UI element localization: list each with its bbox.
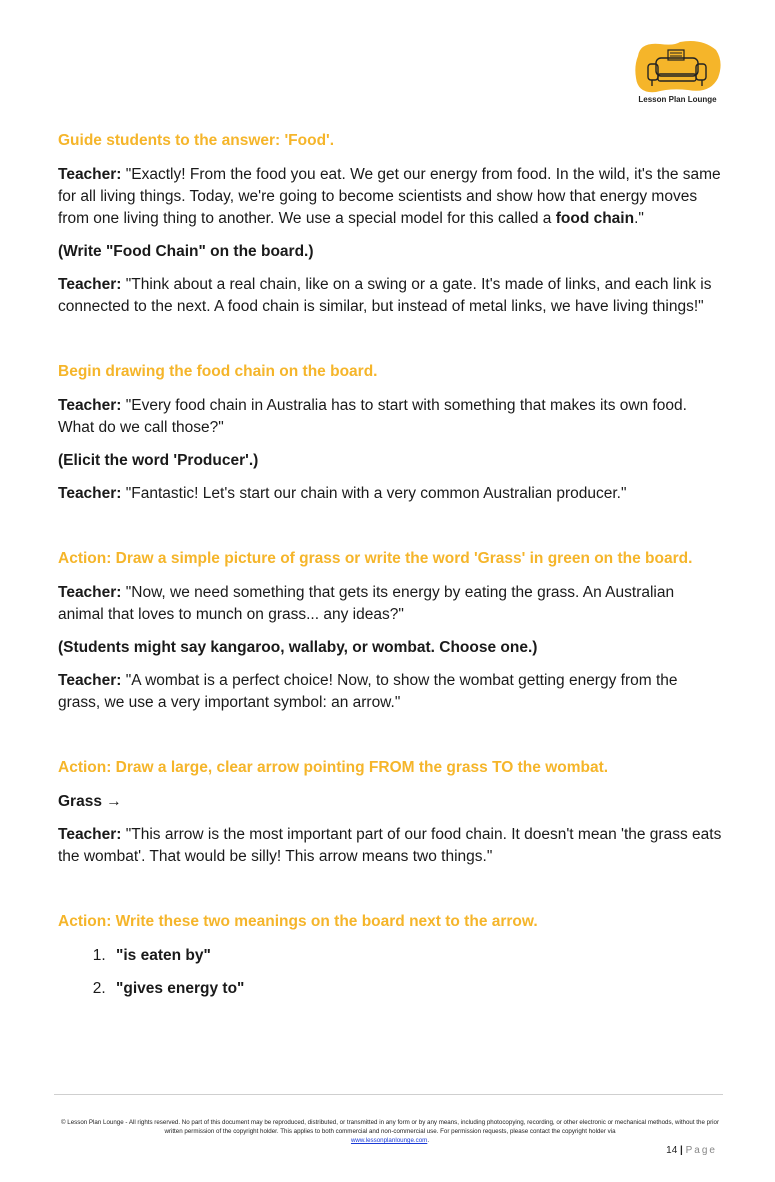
list-item-text: "is eaten by" <box>116 947 211 964</box>
teacher-line <box>58 670 723 714</box>
website-link[interactable]: www.lessonplanlounge.com <box>350 1137 428 1144</box>
teacher-label: Teacher: <box>58 672 122 689</box>
footer-copyright <box>60 1118 720 1145</box>
teacher-text: "This arrow is the most important part of our food chain. It doesn't mean 'the grass eats the wombat'. That would be silly! This arrow means two things." <box>58 826 722 865</box>
teacher-label: Teacher: <box>58 584 122 601</box>
section-heading: Guide students to the answer: 'Food'. <box>58 132 335 149</box>
teacher-line <box>58 164 723 230</box>
page-content <box>58 131 723 1011</box>
teacher-line <box>58 483 723 505</box>
teacher-label: Teacher: <box>58 826 122 843</box>
teacher-text: "Think about a real chain, like on a swing or a gate. It's made of links, and each link is connected to the next. A food chain is similar, but instead of metal links, we have living things!" <box>58 276 712 315</box>
link-suffix: . <box>427 1137 430 1144</box>
key-term: food chain <box>555 210 635 227</box>
teacher-line <box>58 274 723 318</box>
section-heading: Action: Draw a large, clear arrow pointing FROM the grass TO the wombat. <box>58 759 609 776</box>
logo-text: Lesson Plan Lounge <box>638 95 717 104</box>
teacher-text: "Fantastic! Let's start our chain with a very common Australian producer." <box>121 485 627 502</box>
list-item <box>110 978 723 1000</box>
section-heading: Action: Draw a simple picture of grass or write the word 'Grass' in green on the board. <box>58 550 693 567</box>
teacher-text: "A wombat is a perfect choice! Now, to show the wombat getting energy from the grass, we use a very important symbol: an arrow." <box>58 672 678 711</box>
copyright-text: © Lesson Plan Lounge - All rights reserved. No part of this document may be reproduced, distributed, or transmitted in any form or by any means, including photocopying, recording, or other electronic or mechanical methods, without the prior written permission of the copyright holder. This applies to both commercial and non-commercial use. For permission requests, please contact the copyright holder via <box>60 1119 720 1135</box>
page-separator: | <box>680 1145 683 1156</box>
meanings-list <box>58 945 723 1000</box>
teacher-text: "Every food chain in Australia has to start with something that makes its own food. What do we call those?" <box>58 397 687 436</box>
section-heading: Begin drawing the food chain on the board. <box>58 363 378 380</box>
list-item-text: "gives energy to" <box>116 980 245 997</box>
brand-logo <box>630 38 725 108</box>
section-heading: Action: Write these two meanings on the board next to the arrow. <box>58 913 538 930</box>
instruction: (Elicit the word 'Producer'.) <box>58 452 259 469</box>
teacher-text-end: ." <box>634 210 644 227</box>
page-label: Page <box>685 1145 717 1156</box>
teacher-label: Teacher: <box>58 276 122 293</box>
teacher-text: "Exactly! From the food you eat. We get our energy from food. In the wild, it's the same for all living things. Today, we're going to become scientists and show how that energy moves from one living thing to another. We use a special model for this called a <box>58 166 721 227</box>
sofa-logo-icon <box>630 38 725 98</box>
teacher-label: Teacher: <box>58 485 122 502</box>
teacher-label: Teacher: <box>58 397 122 414</box>
teacher-line <box>58 582 723 626</box>
teacher-text: "Now, we need something that gets its energy by eating the grass. An Australian animal that loves to munch on grass... any ideas?" <box>58 584 675 623</box>
page-number-value: 14 <box>666 1145 678 1156</box>
instruction: (Write "Food Chain" on the board.) <box>58 243 314 260</box>
page-number <box>666 1145 717 1156</box>
teacher-line <box>58 824 723 868</box>
teacher-label: Teacher: <box>58 166 122 183</box>
instruction: (Students might say kangaroo, wallaby, or wombat. Choose one.) <box>58 639 538 656</box>
teacher-line <box>58 395 723 439</box>
footer-divider <box>54 1094 723 1095</box>
board-diagram: Grass → <box>58 793 122 810</box>
list-item <box>110 945 723 967</box>
